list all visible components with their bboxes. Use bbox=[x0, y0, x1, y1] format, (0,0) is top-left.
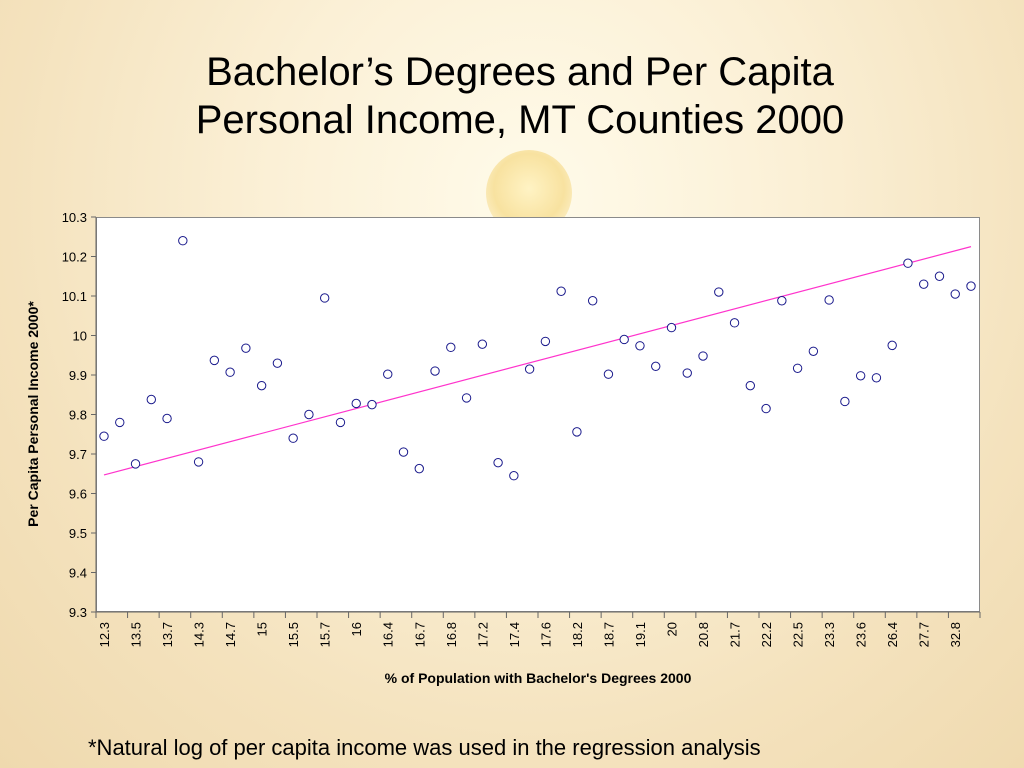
x-tick-label: 22.5 bbox=[790, 622, 806, 648]
x-axis-title: % of Population with Bachelor's Degrees 2000 bbox=[384, 670, 692, 686]
data-point bbox=[778, 297, 786, 305]
data-point bbox=[699, 352, 707, 360]
data-point bbox=[573, 428, 581, 436]
x-tick-label: 23.6 bbox=[853, 622, 869, 648]
data-point bbox=[242, 344, 250, 352]
x-tick-label: 16.7 bbox=[412, 622, 428, 648]
data-point bbox=[352, 399, 360, 407]
data-point bbox=[652, 362, 660, 370]
y-tick-label: 9.8 bbox=[68, 407, 87, 423]
x-tick-label: 13.7 bbox=[160, 622, 176, 648]
data-point bbox=[951, 290, 959, 298]
data-point bbox=[510, 472, 518, 480]
x-tick-label: 18.7 bbox=[601, 622, 617, 648]
data-point bbox=[588, 297, 596, 305]
trendline bbox=[104, 247, 971, 475]
x-tick-label: 17.6 bbox=[538, 622, 554, 648]
data-point bbox=[147, 395, 155, 403]
data-point bbox=[683, 369, 691, 377]
data-point bbox=[462, 394, 470, 402]
data-point bbox=[100, 432, 108, 440]
data-point bbox=[636, 342, 644, 350]
data-points bbox=[100, 237, 975, 480]
data-point bbox=[872, 374, 880, 382]
data-point bbox=[730, 319, 738, 327]
data-point bbox=[715, 288, 723, 296]
data-point bbox=[447, 343, 455, 351]
y-tick-label: 10.2 bbox=[61, 249, 87, 265]
x-tick-label: 17.2 bbox=[475, 622, 491, 648]
y-axis-title: Per Capita Personal Income 2000* bbox=[25, 301, 41, 527]
data-point bbox=[904, 259, 912, 267]
x-tick-label: 14.7 bbox=[223, 622, 239, 648]
x-tick-label: 21.7 bbox=[727, 622, 743, 648]
x-tick-label: 26.4 bbox=[885, 622, 901, 648]
x-tick-label: 17.4 bbox=[506, 622, 522, 648]
data-point bbox=[762, 404, 770, 412]
x-tick-label: 20 bbox=[664, 622, 680, 637]
title-line-1: Bachelor’s Degrees and Per Capita bbox=[206, 50, 834, 94]
y-tick-label: 9.6 bbox=[68, 486, 87, 502]
x-tick-label: 16.8 bbox=[443, 622, 459, 648]
x-tick-label: 15.5 bbox=[286, 622, 302, 648]
data-point bbox=[525, 365, 533, 373]
data-point bbox=[478, 340, 486, 348]
data-point bbox=[210, 356, 218, 364]
data-point bbox=[746, 381, 754, 389]
data-point bbox=[116, 418, 124, 426]
y-tick-label: 9.4 bbox=[68, 565, 87, 581]
data-point bbox=[257, 381, 265, 389]
footnote: *Natural log of per capita income was used in the regression analysis bbox=[88, 735, 761, 760]
y-tick-label: 10 bbox=[72, 328, 87, 344]
x-tick-label: 16 bbox=[349, 622, 365, 637]
data-point bbox=[368, 400, 376, 408]
data-point bbox=[131, 460, 139, 468]
data-point bbox=[809, 347, 817, 355]
data-point bbox=[336, 418, 344, 426]
data-point bbox=[920, 280, 928, 288]
data-point bbox=[604, 370, 612, 378]
data-point bbox=[163, 414, 171, 422]
x-tick-label: 18.2 bbox=[569, 622, 585, 648]
x-tick-label: 27.7 bbox=[916, 622, 932, 648]
y-tick-label: 9.7 bbox=[68, 447, 87, 462]
y-tick-label: 9.5 bbox=[68, 526, 87, 541]
x-tick-label: 20.8 bbox=[696, 622, 712, 648]
data-point bbox=[620, 335, 628, 343]
y-tick-label: 10.1 bbox=[61, 289, 87, 304]
data-point bbox=[179, 237, 187, 245]
data-point bbox=[273, 359, 281, 367]
data-point bbox=[841, 397, 849, 405]
x-tick-label: 16.4 bbox=[380, 622, 396, 648]
data-point bbox=[289, 434, 297, 442]
axes bbox=[62, 210, 980, 647]
data-point bbox=[667, 323, 675, 331]
x-tick-label: 15.7 bbox=[317, 622, 333, 648]
x-tick-label: 19.1 bbox=[632, 622, 648, 648]
x-tick-label: 12.3 bbox=[97, 622, 112, 648]
data-point bbox=[226, 368, 234, 376]
y-tick-label: 9.9 bbox=[68, 368, 87, 383]
y-tick-label: 9.3 bbox=[68, 605, 87, 620]
data-point bbox=[888, 341, 896, 349]
data-point bbox=[825, 296, 833, 304]
data-point bbox=[541, 337, 549, 345]
x-tick-label: 13.5 bbox=[128, 622, 144, 648]
y-tick-label: 10.3 bbox=[61, 210, 87, 225]
data-point bbox=[557, 287, 565, 295]
data-point bbox=[856, 372, 864, 380]
data-point bbox=[194, 458, 202, 466]
trendline-layer bbox=[104, 247, 971, 475]
x-tick-label: 15 bbox=[254, 622, 270, 637]
data-point bbox=[494, 458, 502, 466]
title-line-2: Personal Income, MT Counties 2000 bbox=[195, 98, 845, 142]
data-point bbox=[967, 282, 975, 290]
data-point bbox=[320, 294, 328, 302]
x-tick-label: 23.3 bbox=[822, 622, 838, 648]
data-point bbox=[793, 364, 801, 372]
data-point bbox=[431, 367, 439, 375]
data-point bbox=[384, 370, 392, 378]
x-tick-label: 32.8 bbox=[948, 622, 964, 648]
x-tick-label: 22.2 bbox=[759, 622, 775, 648]
data-point bbox=[935, 272, 943, 280]
data-point bbox=[305, 410, 313, 418]
data-point bbox=[415, 464, 423, 472]
data-point bbox=[399, 448, 407, 456]
x-tick-label: 14.3 bbox=[191, 622, 207, 648]
